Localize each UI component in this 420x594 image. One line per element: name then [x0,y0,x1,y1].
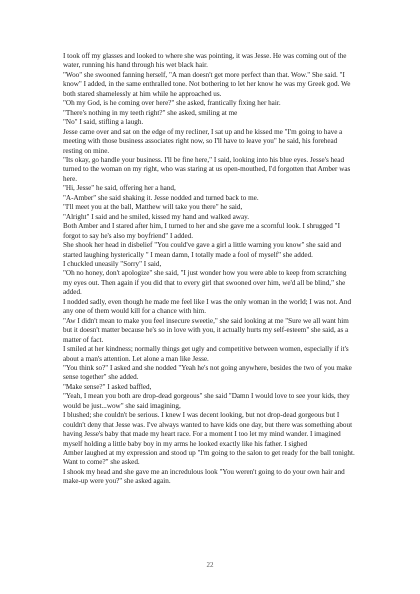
body-text [63,52,357,487]
paragraph: I nodded sadly, even though he made me feel like I was the only woman in the world; I was not. And any one of them would kill for a chance with him. [63,297,352,316]
paragraph: "Oh my God, is he coming over here?" she asked, frantically fixing her hair. [63,99,281,108]
paragraph: I shook my head and she gave me an incredulous look "You weren't going to do your own hair and make-up were you?" she asked again. [63,467,345,486]
paragraph: I blushed; she couldn't be serious. I knew I was decent looking, but not drop-dead gorgeous but I couldn't deny that Jesse was. I've always wanted to have kids one day, but there was something about having Jesse's baby that made my heart race. For a moment I too let my mind wander. I imagined myself holding a little baby boy in my arms he looked exactly like his father. I sighed [63,411,353,448]
paragraph: "There's nothing in my teeth right?" she asked, smiling at me [63,108,238,117]
paragraph: "Yeah, I mean you both are drop-dead gorgeous" she said "Damn I would love to see your kids, they would be just...wow" she said imagining, [63,392,350,410]
paragraph: "Oh no honey, don't apologize" she said, "I just wonder how you were able to keep from scratching my eyes out. Then again if you did that to every girl that swooned over him, we'd all be blind," she added. [63,269,347,297]
paragraph: Amber laughed at my expression and stood up "I'm going to the salon to get ready for the ball tonight. Want to come?" she asked. [63,449,355,467]
paragraph: "Hi, Jesse" he said, offering her a hand, [63,184,176,193]
paragraph: I took off my glasses and looked to where she was pointing, it was Jesse. He was coming out of the water, running his hand through his wet black hair. [63,52,347,70]
page-number: 22 [206,561,214,569]
paragraph: "Aw I didn't mean to make you feel insecure sweetie," she said looking at me "Sure we all want him but it doesn't matter because he's so in love with you, it actually hurts my self-esteem" she said, as a matter of fact. [63,316,349,344]
paragraph: "I'll meet you at the ball, Matthew will take you there" he said, [63,203,243,212]
paragraph: Both Amber and I stared after him, I turned to her and she gave me a scornful look. I shrugged "I forgot to say he's also my boyfriend" I added. [63,222,340,240]
paragraph: I chuckled uneasily "Sorry" I said, [63,259,162,268]
paragraph: "Its okay, go handle your business. I'll be fine here," I said, looking into his blue eyes. Jesse's head turned to the woman on my right, who was staring at us open-mouthed, I'd forgotten that Amber was here. [63,155,351,183]
paragraph: "Woo" she swooned fanning herself, "A man doesn't get more perfect than that. Wow." She said. "I know" I added, in the same enthralled tone. Not bothering to let her know he was my Greek god. We both stared shamelessly at him while he approached us. [63,70,351,98]
paragraph: I smiled at her kindness; normally things get ugly and competitive between women, especially if it's about a man's attention. Let alone a man like Jesse. [63,345,349,363]
paragraph: "Make sense?" I asked baffled, [63,382,152,391]
paragraph: She shook her head in disbelief "You could've gave a girl a little warning you know" she said and started laughing hysterically " I mean damn, I totally made a fool of myself" she added. [63,241,342,259]
paragraph: "No" I said, stifling a laugh. [63,118,144,127]
paragraph: Jesse came over and sat on the edge of my recliner, I sat up and he kissed me "I'm going to have a meeting with those business associates right now, so I'll have to leave you" he said, his forehead resting on mine. [63,127,343,155]
paragraph: "You think so?" I asked and she nodded "Yeah he's not going anywhere, besides the two of you make sense together" she added. [63,363,352,382]
paragraph: "A-Amber" she said shaking it. Jesse nodded and turned back to me. [63,193,259,202]
paragraph: "Alright" I said and he smiled, kissed my hand and walked away. [63,212,250,221]
